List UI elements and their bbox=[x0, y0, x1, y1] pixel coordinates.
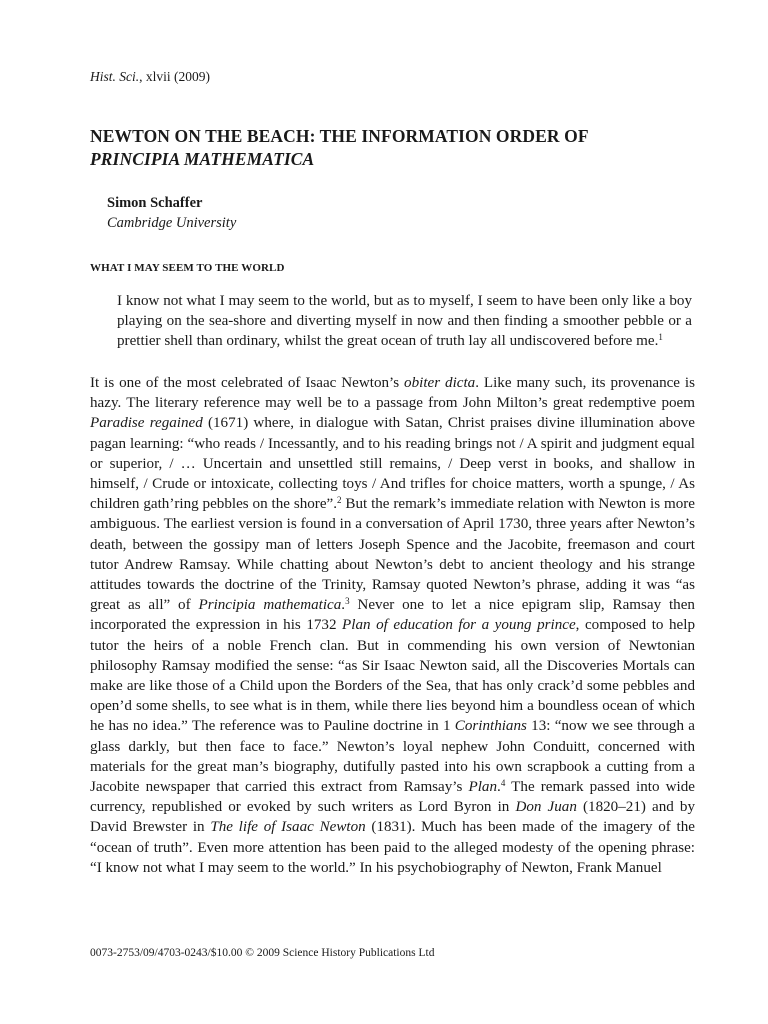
article-title-line2: PRINCIPIA MATHEMATICA bbox=[90, 149, 315, 169]
body-italic: Paradise regained bbox=[90, 415, 203, 432]
section-heading: WHAT I MAY SEEM TO THE WORLD bbox=[90, 262, 285, 274]
epigraph-text: I know not what I may seem to the world, but as to myself, I seem to have been only like a boy playing on the sea-shore and diverting myself in now and then finding a smoother pebble or a prettier shell than ordinary, whilst the great ocean of truth lay all undiscovered before me. bbox=[117, 293, 692, 350]
body-italic: Don Juan bbox=[515, 799, 577, 816]
author-name: Simon Schaffer bbox=[107, 195, 203, 211]
body-italic: Plan bbox=[468, 779, 498, 796]
body-text: It is one of the most celebrated of Isaac Newton’s bbox=[90, 375, 405, 391]
article-title-line1: NEWTON ON THE BEACH: THE INFORMATION ORDER OF bbox=[90, 126, 589, 146]
body-italic: The life of Isaac Newton bbox=[210, 819, 366, 836]
author-block bbox=[107, 193, 236, 233]
article-title bbox=[90, 125, 690, 171]
journal-volume: , xlvii (2009) bbox=[139, 69, 210, 84]
body-italic: obiter dicta bbox=[404, 375, 476, 391]
body-text: . bbox=[497, 779, 501, 796]
body-text: (1671) where, in dialogue with Satan, Christ praises divine illumination above pagan learning: “who reads / Incessantly, and to his reading brings not / A spirit and judgment equal or superior, / … Uncertain and unsettled still remains, / Deep verst in books, and shallow in himself, / Crude or intoxicate, collecting toys / And trifles for choice matters, worth a spunge, / As children gath’ring pebbles on the shore”. bbox=[90, 415, 695, 513]
body-text: . bbox=[341, 597, 346, 614]
footnote-ref-3[interactable]: 3 bbox=[345, 596, 350, 607]
author-affiliation: Cambridge University bbox=[107, 215, 237, 231]
body-italic: Corinthians bbox=[454, 718, 527, 735]
body-italic: Plan of education for a young prince bbox=[342, 617, 576, 634]
footnote-ref-4[interactable]: 4 bbox=[500, 778, 506, 789]
body-text: 13: “now we see through a glass darkly, but then face to face.” Newton’s loyal nephew John Conduitt, concerned with materials for the great man’s biography, dutifully pasted into his own scrapbook a cutting from a Jacobite newspaper that carried this extract from Ramsay’s bbox=[90, 718, 695, 796]
body-text: , composed to help tutor the heirs of a noble French clan. But in commending his own version of Newtonian philosophy Ramsay modified the sense: “as Sir Isaac Newton said, all the Discoveries Mortals can make are like those of a Child upon the Borders of the Sea, that has only crack’d some pebbles and open’d some shells, to see what is in them, while there lies beyond him a boundless ocean of which he has no idea.” The reference was to Pauline doctrine in 1 bbox=[90, 617, 695, 735]
copyright-footer: 0073-2753/09/4703-0243/$10.00 © 2009 Science History Publications Ltd bbox=[90, 947, 435, 959]
body-text: (1820–21) and by David Brewster in bbox=[90, 799, 696, 836]
journal-citation bbox=[90, 68, 210, 86]
body-text: But the remark’s immediate relation with Newton is more ambiguous. The earliest version is found in a conversation of April 1730, three years after Newton’s death, between the gossipy man of letters Joseph Spence and the Jacobite, freemason and court tutor Andrew Ramsay. While chatting about Newton’s debt to ancient theology and his strange attitudes towards the doctrine of the Trinity, Ramsay quoted Newton’s phrase, adding it was “as great as all” of bbox=[90, 496, 695, 614]
body-paragraph bbox=[90, 373, 695, 878]
epigraph-quote bbox=[117, 291, 692, 352]
footnote-ref-2[interactable]: 2 bbox=[337, 495, 342, 506]
body-text: (1831). Much has been made of the imagery of the “ocean of truth”. Even more attention has been paid to the alleged modesty of the opening phrase: “I know not what I may seem to the world.” In his psychobiography of Newton, Frank Manuel bbox=[90, 819, 695, 876]
journal-title: Hist. Sci. bbox=[90, 69, 140, 84]
body-text: . Like many such, its provenance is hazy. The literary reference may well be to a passage from John Milton’s great redemptive poem bbox=[90, 375, 695, 412]
body-text: The remark passed into wide currency, republished or evoked by such writers as Lord Byron in bbox=[90, 779, 695, 816]
body-italic: Principia mathematica bbox=[198, 597, 342, 614]
body-text: Never one to let a nice epigram slip, Ramsay then incorporated the expression in his 1732 bbox=[90, 597, 695, 634]
footnote-ref-1[interactable]: 1 bbox=[658, 332, 663, 343]
